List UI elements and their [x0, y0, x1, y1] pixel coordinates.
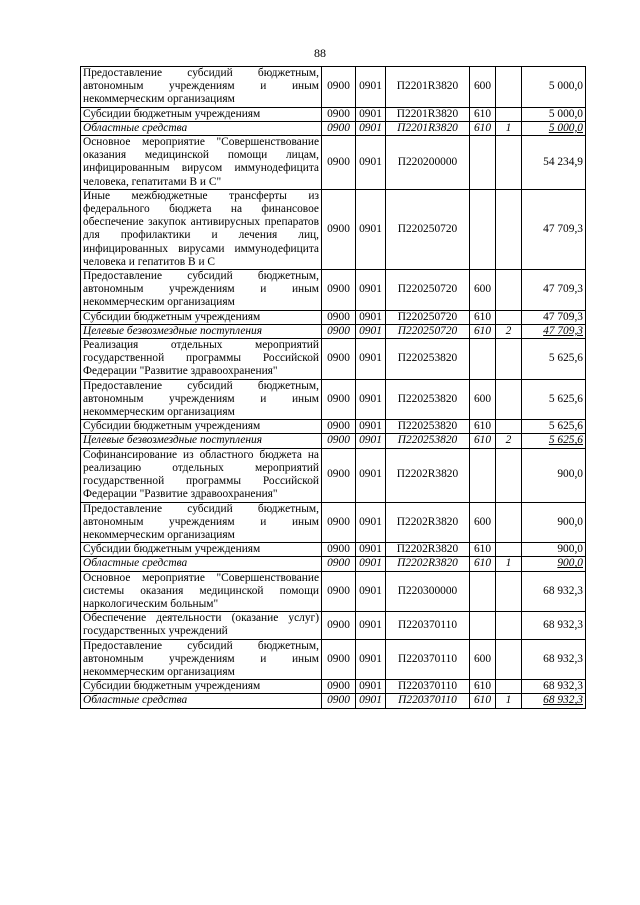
table-row: [81, 612, 586, 639]
table-row: [81, 270, 586, 311]
expense-type-cell: 600: [470, 379, 496, 420]
target-item-code-cell: П220250720: [386, 310, 470, 324]
expense-type-cell: 600: [470, 639, 496, 680]
funding-source-cell: [496, 543, 522, 557]
target-item-code-cell: П220300000: [386, 571, 470, 612]
row-name-cell: Иные межбюджетные трансферты из федерального бюджета на финансовое обеспечение закупок антивирусных препаратов для профилактики и лечения лиц, инфицированных вирусами иммунодефицита человека и гепатитов В и С: [81, 189, 322, 269]
target-item-code-cell: П2202R3820: [386, 557, 470, 571]
amount-cell: 900,0: [522, 557, 586, 571]
expense-type-cell: [470, 571, 496, 612]
amount-cell: 68 932,3: [522, 694, 586, 708]
table-row: [81, 136, 586, 190]
subsection-code-cell: 0901: [356, 67, 386, 108]
amount-cell: 54 234,9: [522, 136, 586, 190]
target-item-code-cell: П220250720: [386, 270, 470, 311]
expense-type-cell: [470, 612, 496, 639]
expense-type-cell: [470, 448, 496, 502]
section-code-cell: 0900: [322, 694, 356, 708]
amount-cell: 68 932,3: [522, 571, 586, 612]
table-row: [81, 324, 586, 338]
table-row: [81, 107, 586, 121]
target-item-code-cell: П220253820: [386, 379, 470, 420]
table-row: [81, 379, 586, 420]
subsection-code-cell: 0901: [356, 420, 386, 434]
target-item-code-cell: П220253820: [386, 420, 470, 434]
amount-cell: 900,0: [522, 448, 586, 502]
subsection-code-cell: 0901: [356, 339, 386, 380]
expense-type-cell: 610: [470, 680, 496, 694]
funding-source-cell: [496, 67, 522, 108]
expense-type-cell: 610: [470, 121, 496, 135]
amount-cell: 68 932,3: [522, 680, 586, 694]
target-item-code-cell: П2202R3820: [386, 448, 470, 502]
amount-cell: 5 000,0: [522, 107, 586, 121]
row-name-cell: Предоставление субсидий бюджетным, автономным учреждениям и иным некоммерческим организациям: [81, 270, 322, 311]
expense-type-cell: 610: [470, 107, 496, 121]
section-code-cell: 0900: [322, 324, 356, 338]
amount-cell: 5 000,0: [522, 121, 586, 135]
row-name-cell: Субсидии бюджетным учреждениям: [81, 543, 322, 557]
expense-type-cell: [470, 189, 496, 269]
subsection-code-cell: 0901: [356, 571, 386, 612]
subsection-code-cell: 0901: [356, 189, 386, 269]
funding-source-cell: [496, 339, 522, 380]
row-name-cell: Софинансирование из областного бюджета на реализацию отдельных мероприятий государственной программы Российской Федерации "Развитие здравоохранения": [81, 448, 322, 502]
subsection-code-cell: 0901: [356, 694, 386, 708]
funding-source-cell: [496, 612, 522, 639]
subsection-code-cell: 0901: [356, 136, 386, 190]
section-code-cell: 0900: [322, 107, 356, 121]
target-item-code-cell: П220370110: [386, 639, 470, 680]
funding-source-cell: [496, 136, 522, 190]
row-name-cell: Областные средства: [81, 694, 322, 708]
row-name-cell: Основное мероприятие "Совершенствование оказания медицинской помощи лицам, инфицированным вирусом иммунодефицита человека, гепатитами В и С": [81, 136, 322, 190]
expense-type-cell: 610: [470, 324, 496, 338]
funding-source-cell: [496, 270, 522, 311]
amount-cell: 47 709,3: [522, 310, 586, 324]
expense-type-cell: 610: [470, 434, 496, 448]
funding-source-cell: [496, 680, 522, 694]
section-code-cell: 0900: [322, 434, 356, 448]
funding-source-cell: 2: [496, 434, 522, 448]
section-code-cell: 0900: [322, 121, 356, 135]
section-code-cell: 0900: [322, 136, 356, 190]
subsection-code-cell: 0901: [356, 680, 386, 694]
expense-type-cell: 610: [470, 543, 496, 557]
section-code-cell: 0900: [322, 310, 356, 324]
funding-source-cell: [496, 379, 522, 420]
table-row: [81, 680, 586, 694]
target-item-code-cell: П220370110: [386, 612, 470, 639]
section-code-cell: 0900: [322, 557, 356, 571]
target-item-code-cell: П2201R3820: [386, 121, 470, 135]
expense-type-cell: 600: [470, 67, 496, 108]
amount-cell: 5 625,6: [522, 379, 586, 420]
target-item-code-cell: П2201R3820: [386, 107, 470, 121]
amount-cell: 47 709,3: [522, 324, 586, 338]
section-code-cell: 0900: [322, 189, 356, 269]
amount-cell: 5 625,6: [522, 339, 586, 380]
row-name-cell: Субсидии бюджетным учреждениям: [81, 420, 322, 434]
table-row: [81, 448, 586, 502]
subsection-code-cell: 0901: [356, 434, 386, 448]
section-code-cell: 0900: [322, 339, 356, 380]
expense-type-cell: 610: [470, 694, 496, 708]
target-item-code-cell: П220370110: [386, 680, 470, 694]
table-row: [81, 121, 586, 135]
expense-type-cell: 610: [470, 420, 496, 434]
amount-cell: 47 709,3: [522, 270, 586, 311]
amount-cell: 5 625,6: [522, 420, 586, 434]
target-item-code-cell: П220253820: [386, 339, 470, 380]
section-code-cell: 0900: [322, 639, 356, 680]
target-item-code-cell: П2202R3820: [386, 502, 470, 543]
section-code-cell: 0900: [322, 612, 356, 639]
section-code-cell: 0900: [322, 571, 356, 612]
row-name-cell: Областные средства: [81, 121, 322, 135]
amount-cell: 900,0: [522, 502, 586, 543]
subsection-code-cell: 0901: [356, 639, 386, 680]
funding-source-cell: 1: [496, 121, 522, 135]
table-row: [81, 694, 586, 708]
expense-type-cell: [470, 136, 496, 190]
target-item-code-cell: П220370110: [386, 694, 470, 708]
section-code-cell: 0900: [322, 448, 356, 502]
target-item-code-cell: П220253820: [386, 434, 470, 448]
row-name-cell: Обеспечение деятельности (оказание услуг) государственных учреждений: [81, 612, 322, 639]
budget-table: [80, 66, 586, 709]
amount-cell: 68 932,3: [522, 612, 586, 639]
expense-type-cell: 600: [470, 502, 496, 543]
row-name-cell: Предоставление субсидий бюджетным, автономным учреждениям и иным некоммерческим организациям: [81, 67, 322, 108]
target-item-code-cell: П2201R3820: [386, 67, 470, 108]
expense-type-cell: 610: [470, 557, 496, 571]
funding-source-cell: [496, 420, 522, 434]
amount-cell: 68 932,3: [522, 639, 586, 680]
table-row: [81, 189, 586, 269]
amount-cell: 47 709,3: [522, 189, 586, 269]
row-name-cell: Реализация отдельных мероприятий государственной программы Российской Федерации "Развитие здравоохранения": [81, 339, 322, 380]
table-row: [81, 67, 586, 108]
section-code-cell: 0900: [322, 543, 356, 557]
row-name-cell: Предоставление субсидий бюджетным, автономным учреждениям и иным некоммерческим организациям: [81, 639, 322, 680]
subsection-code-cell: 0901: [356, 107, 386, 121]
row-name-cell: Предоставление субсидий бюджетным, автономным учреждениям и иным некоммерческим организациям: [81, 502, 322, 543]
subsection-code-cell: 0901: [356, 448, 386, 502]
subsection-code-cell: 0901: [356, 557, 386, 571]
subsection-code-cell: 0901: [356, 310, 386, 324]
subsection-code-cell: 0901: [356, 612, 386, 639]
subsection-code-cell: 0901: [356, 379, 386, 420]
section-code-cell: 0900: [322, 270, 356, 311]
table-row: [81, 639, 586, 680]
target-item-code-cell: П2202R3820: [386, 543, 470, 557]
amount-cell: 900,0: [522, 543, 586, 557]
row-name-cell: Субсидии бюджетным учреждениям: [81, 107, 322, 121]
subsection-code-cell: 0901: [356, 121, 386, 135]
funding-source-cell: [496, 571, 522, 612]
target-item-code-cell: П220200000: [386, 136, 470, 190]
table-body: [81, 67, 586, 709]
funding-source-cell: [496, 107, 522, 121]
funding-source-cell: [496, 310, 522, 324]
expense-type-cell: 600: [470, 270, 496, 311]
funding-source-cell: [496, 639, 522, 680]
section-code-cell: 0900: [322, 67, 356, 108]
page-number: 88: [314, 46, 326, 60]
row-name-cell: Субсидии бюджетным учреждениям: [81, 680, 322, 694]
funding-source-cell: 1: [496, 557, 522, 571]
amount-cell: 5 625,6: [522, 434, 586, 448]
subsection-code-cell: 0901: [356, 324, 386, 338]
funding-source-cell: 2: [496, 324, 522, 338]
section-code-cell: 0900: [322, 379, 356, 420]
row-name-cell: Предоставление субсидий бюджетным, автономным учреждениям и иным некоммерческим организациям: [81, 379, 322, 420]
subsection-code-cell: 0901: [356, 543, 386, 557]
subsection-code-cell: 0901: [356, 502, 386, 543]
amount-cell: 5 000,0: [522, 67, 586, 108]
row-name-cell: Целевые безвозмездные поступления: [81, 324, 322, 338]
row-name-cell: Областные средства: [81, 557, 322, 571]
table-row: [81, 557, 586, 571]
funding-source-cell: 1: [496, 694, 522, 708]
expense-type-cell: [470, 339, 496, 380]
table-row: [81, 339, 586, 380]
row-name-cell: Основное мероприятие "Совершенствование системы оказания медицинской помощи наркологическим больным": [81, 571, 322, 612]
table-row: [81, 310, 586, 324]
table-row: [81, 571, 586, 612]
table-row: [81, 434, 586, 448]
expense-type-cell: 610: [470, 310, 496, 324]
table-row: [81, 543, 586, 557]
section-code-cell: 0900: [322, 420, 356, 434]
table-row: [81, 502, 586, 543]
funding-source-cell: [496, 502, 522, 543]
table-row: [81, 420, 586, 434]
row-name-cell: Целевые безвозмездные поступления: [81, 434, 322, 448]
funding-source-cell: [496, 189, 522, 269]
row-name-cell: Субсидии бюджетным учреждениям: [81, 310, 322, 324]
target-item-code-cell: П220250720: [386, 324, 470, 338]
target-item-code-cell: П220250720: [386, 189, 470, 269]
section-code-cell: 0900: [322, 680, 356, 694]
section-code-cell: 0900: [322, 502, 356, 543]
funding-source-cell: [496, 448, 522, 502]
subsection-code-cell: 0901: [356, 270, 386, 311]
